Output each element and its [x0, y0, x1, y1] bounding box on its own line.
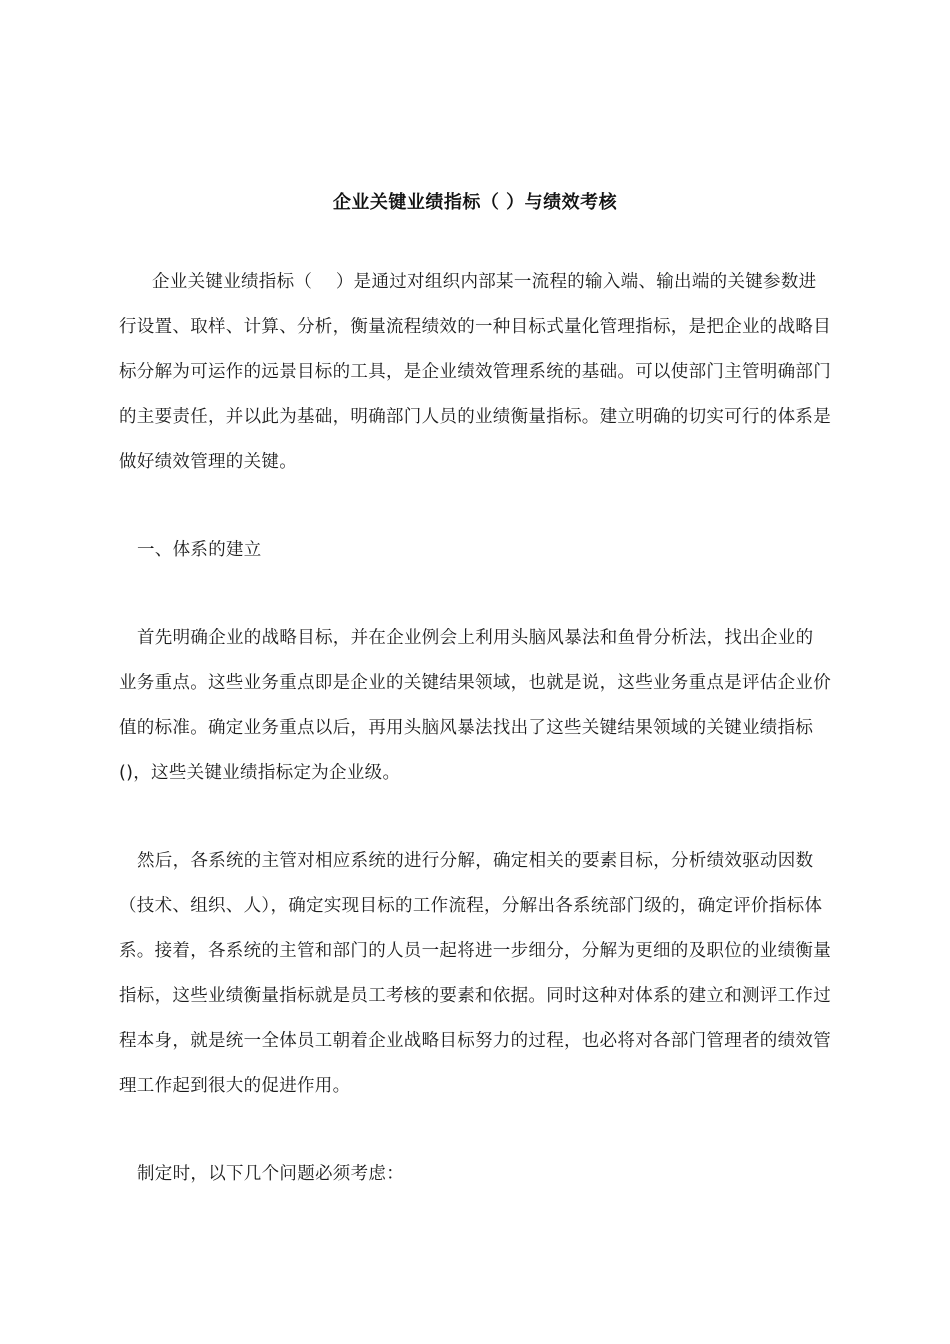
document-title: 企业关键业绩指标（ ）与绩效考核: [332, 192, 618, 213]
body-paragraph-3: 制定时，以下几个问题必须考虑：: [137, 1164, 404, 1184]
body-paragraph-1: 首先明确企业的战略目标，并在企业例会上利用头脑风暴法和鱼骨分析法，找出企业的业务重点。这些业务重点即是企业的关键结果领域，也就是说，这些业务重点是评估企业价值的标准。确定业务重点以后，再用头脑风暴法找出了这些关键结果领域的关键业绩指标()，这些关键业绩指标定为企业级。: [119, 628, 831, 783]
body-paragraph-2: 然后，各系统的主管对相应系统的进行分解，确定相关的要素目标，分析绩效驱动因数（技术、组织、人），确定实现目标的工作流程，分解出各系统部门级的，确定评价指标体系。接着，各系统的主管和部门的人员一起将进一步细分，分解为更细的及职位的业绩衡量指标，这些业绩衡量指标就是员工考核的要素和依据。同时这种对体系的建立和测评工作过程本身，就是统一全体员工朝着企业战略目标努力的过程，也必将对各部门管理者的绩效管理工作起到很大的促进作用。: [119, 851, 831, 1096]
section-heading: 一、体系的建立: [137, 540, 262, 560]
intro-paragraph: 企业关键业绩指标（ ）是通过对组织内部某一流程的输入端、输出端的关键参数进行设置、取样、计算、分析，衡量流程绩效的一种目标式量化管理指标，是把企业的战略目标分解为可运作的远景目标的工具，是企业绩效管理系统的基础。可以使部门主管明确部门的主要责任，并以此为基础，明确部门人员的业绩衡量指标。建立明确的切实可行的体系是做好绩效管理的关键。: [119, 272, 831, 472]
